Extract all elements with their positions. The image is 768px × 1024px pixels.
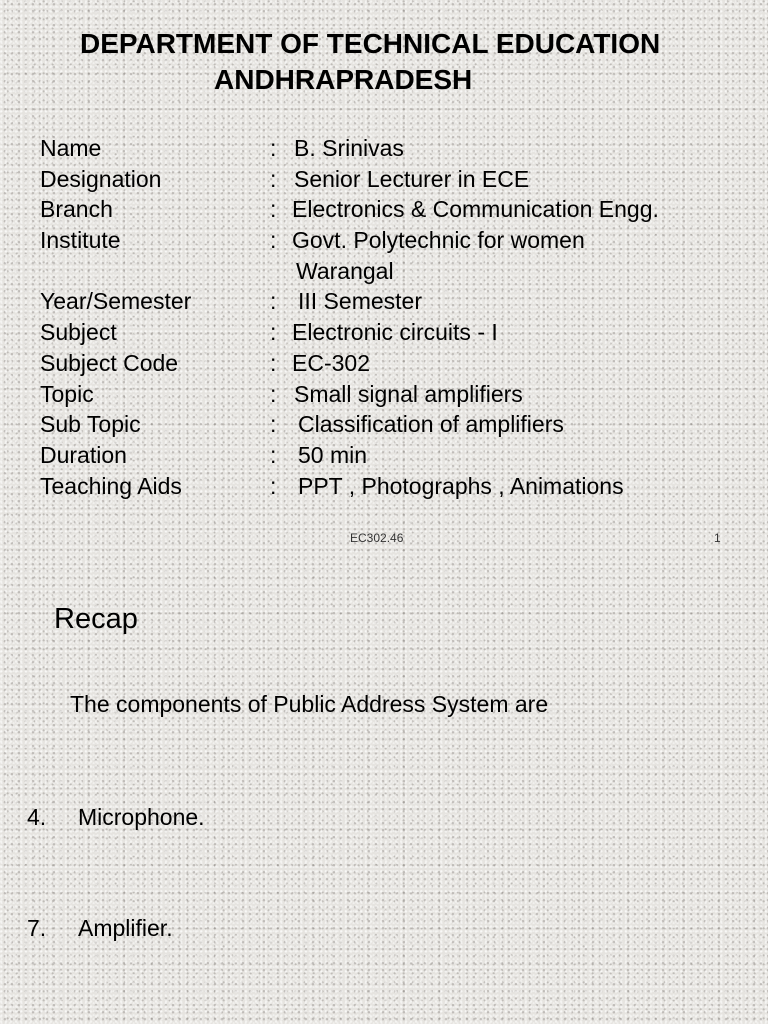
info-value: Electronic circuits - I: [292, 319, 498, 345]
info-colon: :: [270, 350, 277, 376]
list-text: Microphone.: [78, 804, 205, 830]
recap-intro-text: The components of Public Address System are: [70, 691, 549, 717]
list-number: 7.: [27, 915, 47, 941]
info-label: Topic: [40, 381, 94, 407]
info-colon: :: [270, 227, 277, 253]
title-line-1: DEPARTMENT OF TECHNICAL EDUCATION: [80, 28, 661, 59]
info-label: Branch: [40, 196, 113, 222]
info-label: Sub Topic: [40, 411, 141, 437]
info-value: Small signal amplifiers: [294, 381, 523, 407]
info-value: Electronics & Communication Engg.: [292, 196, 659, 222]
recap-heading: Recap: [54, 603, 138, 635]
slide-page-number: 1: [714, 531, 721, 545]
info-label: Designation: [40, 166, 162, 192]
info-value: 50 min: [298, 442, 368, 468]
info-colon: :: [270, 411, 277, 437]
info-colon: :: [270, 288, 277, 314]
info-colon: :: [270, 135, 277, 161]
info-value: B. Srinivas: [294, 135, 404, 161]
info-label: Subject: [40, 319, 117, 345]
info-colon: :: [270, 442, 277, 468]
info-label: Institute: [40, 227, 121, 253]
list-text: Amplifier.: [78, 915, 173, 941]
info-colon: :: [270, 196, 277, 222]
info-colon: :: [270, 473, 277, 499]
info-label: Subject Code: [40, 350, 179, 376]
info-value: EC-302: [292, 350, 370, 376]
info-value: Classification of amplifiers: [298, 411, 564, 437]
slide-2: [0, 560, 768, 1024]
info-label: Duration: [40, 442, 127, 468]
info-colon: :: [270, 319, 277, 345]
title-line-2: ANDHRAPRADESH: [214, 64, 473, 95]
info-value-continuation: Warangal: [296, 258, 394, 284]
info-label: Year/Semester: [40, 288, 192, 314]
list-number: 4.: [27, 804, 47, 830]
info-value: Senior Lecturer in ECE: [294, 166, 530, 192]
info-colon: :: [270, 166, 277, 192]
info-value: III Semester: [298, 288, 422, 314]
slide-footer-code: EC302.46: [350, 531, 404, 545]
info-label: Teaching Aids: [40, 473, 182, 499]
info-colon: :: [270, 381, 277, 407]
info-value: PPT , Photographs , Animations: [298, 473, 624, 499]
info-value: Govt. Polytechnic for women: [292, 227, 585, 253]
info-label: Name: [40, 135, 102, 161]
